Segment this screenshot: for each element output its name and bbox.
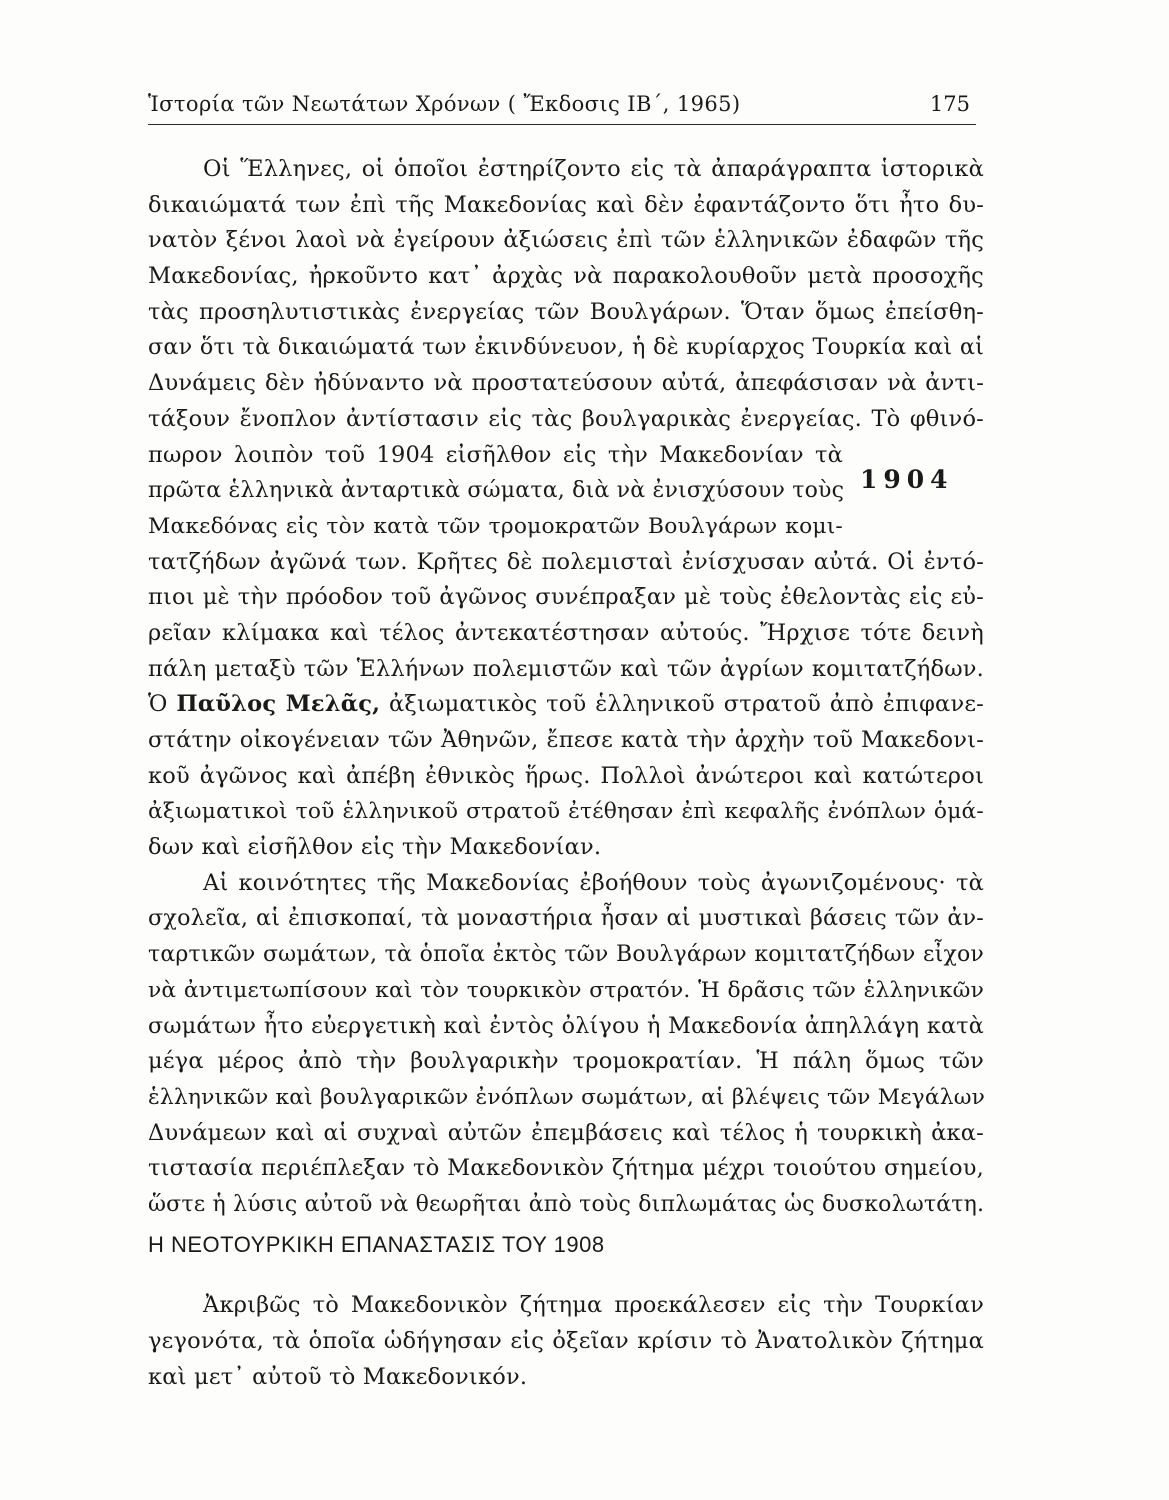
text-line: νατὸν ξένοι λαοὶ νὰ ἐγείρουν ἀξιώσεις ἐπὶ τῶν ἑλληνικῶν ἐδαφῶν τῆς: [148, 227, 984, 254]
text-line: ἑλληνικῶν καὶ βουλγαρικῶν ἐνόπλων σωμάτων, αἱ βλέψεις τῶν Μεγάλων: [148, 1084, 986, 1110]
text-line: στάτην οἰκογένειαν τῶν Ἀθηνῶν, ἔπεσε κατὰ τὴν ἀρχὴν τοῦ Μακεδονι-: [148, 727, 984, 753]
text-line: σχολεῖα, αἱ ἐπισκοπαί, τὰ μοναστήρια ἦσαν αἱ μυστικαὶ βάσεις τῶν ἀν-: [148, 905, 984, 932]
text-line: ὥστε ἡ λύσις αὐτοῦ νὰ θεωρῆται ἀπὸ τοὺς διπλωμάτας ὡς δυσκολωτάτη.: [148, 1191, 985, 1217]
text-line: πιοι μὲ τὴν πρόοδον τοῦ ἀγῶνος συνέπραξαν μὲ τοὺς ἐθελοντὰς εἰς εὐ-: [148, 584, 984, 611]
text-line: νὰ ἀντιμετωπίσουν καὶ τὸν τουρκικὸν στρατόν. Ἡ δρᾶσις τῶν ἑλληνικῶν: [148, 977, 984, 1003]
text-line: τὰς προσηλυτιστικὰς ἐνεργείας τῶν Βουλγάρων. Ὅταν ὅμως ἐπείσθη-: [148, 298, 984, 325]
melas-rest: ἀξιωματικὸς τοῦ ἑλληνικοῦ στρατοῦ ἀπὸ ἐπιφανε-: [380, 691, 984, 718]
text-line: Μακεδονίας, ἠρκοῦντο κατ᾽ ἀρχὰς νὰ παρακολουθοῦν μετὰ προσοχῆς: [148, 263, 984, 290]
text-line: Μακεδόνας εἰς τὸν κατὰ τῶν τρομοκρατῶν Βουλγάρων κομι-: [148, 513, 843, 539]
text-line: ταρτικῶν σωμάτων, τὰ ὁποῖα ἐκτὸς τῶν Βουλγάρων κομιτατζήδων εἶχον: [148, 942, 984, 968]
text-line: Οἱ Ἕλληνες, οἱ ὁποῖοι ἐστηρίζοντο εἰς τὰ ἀπαράγραπτα ἱστορικὰ: [203, 156, 984, 182]
text-line: σωμάτων ἦτο εὐεργετικὴ καὶ ἐντὸς ὀλίγου ἡ Μακεδονία ἀπηλλάγη κατὰ: [148, 1012, 984, 1039]
margin-note-year: 1904: [860, 465, 954, 494]
text-line: ἀξιωματικοὶ τοῦ ἑλληνικοῦ στρατοῦ ἐτέθησαν ἐπὶ κεφαλῆς ἐνόπλων ὁμά-: [148, 799, 984, 825]
section-text: [148, 1287, 984, 1395]
text-line: σαν ὅτι τὰ δικαιώματά των ἐκινδύνευον, ἡ δὲ κυρίαρχος Τουρκία καὶ αἱ: [148, 334, 984, 361]
text-line-melas: [148, 687, 984, 723]
text-line: δων καὶ εἰσῆλθον εἰς τὴν Μακεδονίαν.: [148, 834, 602, 861]
text-line: ρεῖαν κλίμακα καὶ τέλος ἀντεκατέστησαν αὐτούς. Ἤρχισε τότε δεινὴ: [148, 619, 984, 646]
text-line: πρῶτα ἑλληνικὰ ἀνταρτικὰ σώματα, διὰ νὰ ἐνισχύσουν τοὺς: [148, 478, 845, 504]
text-line: Δυνάμεων καὶ αἱ συχναὶ αὐτῶν ἐπεμβάσεις καὶ τέλος ἡ τουρκικὴ ἀκα-: [148, 1119, 984, 1146]
text-line: πωρον λοιπὸν τοῦ 1904 εἰσῆλθον εἰς τὴν Μακεδονίαν τὰ: [148, 441, 843, 468]
text-line: γεγονότα, τὰ ὁποῖα ὡδήγησαν εἰς ὀξεῖαν κρίσιν τὸ Ἀνατολικὸν ζήτημα: [148, 1328, 984, 1354]
text-line: δικαιώματά των ἐπὶ τῆς Μακεδονίας καὶ δὲν ἐφαντάζοντο ὅτι ἦτο δυ-: [148, 191, 984, 218]
page-number: 175: [929, 92, 970, 116]
text-line: τάξουν ἔνοπλον ἀντίστασιν εἰς τὰς βουλγαρικὰς ἐνεργείας. Τὸ φθινό-: [148, 405, 984, 432]
text-line: Αἱ κοινότητες τῆς Μακεδονίας ἐβοήθουν τοὺς ἀγωνιζομένους· τὰ: [203, 869, 984, 896]
running-head: [148, 92, 976, 125]
text-line: κοῦ ἀγῶνος καὶ ἀπέβη ἐθνικὸς ἥρως. Πολλοὶ ἀνώτεροι καὶ κατώτεροι: [148, 762, 984, 789]
text-line: πάλη μεταξὺ τῶν Ἑλλήνων πολεμιστῶν καὶ τῶν ἀγρίων κομιτατζήδων.: [148, 655, 984, 682]
text-line: τιστασία περιέπλεξαν τὸ Μακεδονικὸν ζήτημα μέχρι τοιούτου σημείου,: [148, 1155, 984, 1182]
text-line: Δυνάμεις δὲν ἠδύναντο νὰ προστατεύσουν αὐτά, ἀπεφάσισαν νὰ ἀντι-: [148, 370, 984, 397]
text-line: καὶ μετ᾽ αὐτοῦ τὸ Μακεδονικόν.: [148, 1364, 528, 1390]
main-text: [148, 152, 984, 1223]
section-heading: Η ΝΕΟΤΟΥΡΚΙΚΗ ΕΠΑΝΑΣΤΑΣΙΣ ΤΟΥ 1908: [148, 1232, 605, 1257]
text-line: τατζήδων ἀγῶνά των. Κρῆτες δὲ πολεμισταὶ ἐνίσχυσαν αὐτά. Οἱ ἐντό-: [148, 548, 984, 575]
book-title: Ἱστορία τῶν Νεωτάτων Χρόνων ( Ἔκδοσις ΙΒ΄, 1965): [148, 92, 741, 116]
text-line: μέγα μέρος ἀπὸ τὴν βουλγαρικὴν τρομοκρατίαν. Ἡ πάλη ὅμως τῶν: [148, 1048, 984, 1075]
melas-prefix: Ὁ: [148, 691, 177, 718]
melas-name: Παῦλος Μελᾶς,: [176, 691, 381, 718]
text-line: Ἀκριβῶς τὸ Μακεδονικὸν ζήτημα προεκάλεσεν εἰς τὴν Τουρκίαν: [203, 1292, 984, 1318]
